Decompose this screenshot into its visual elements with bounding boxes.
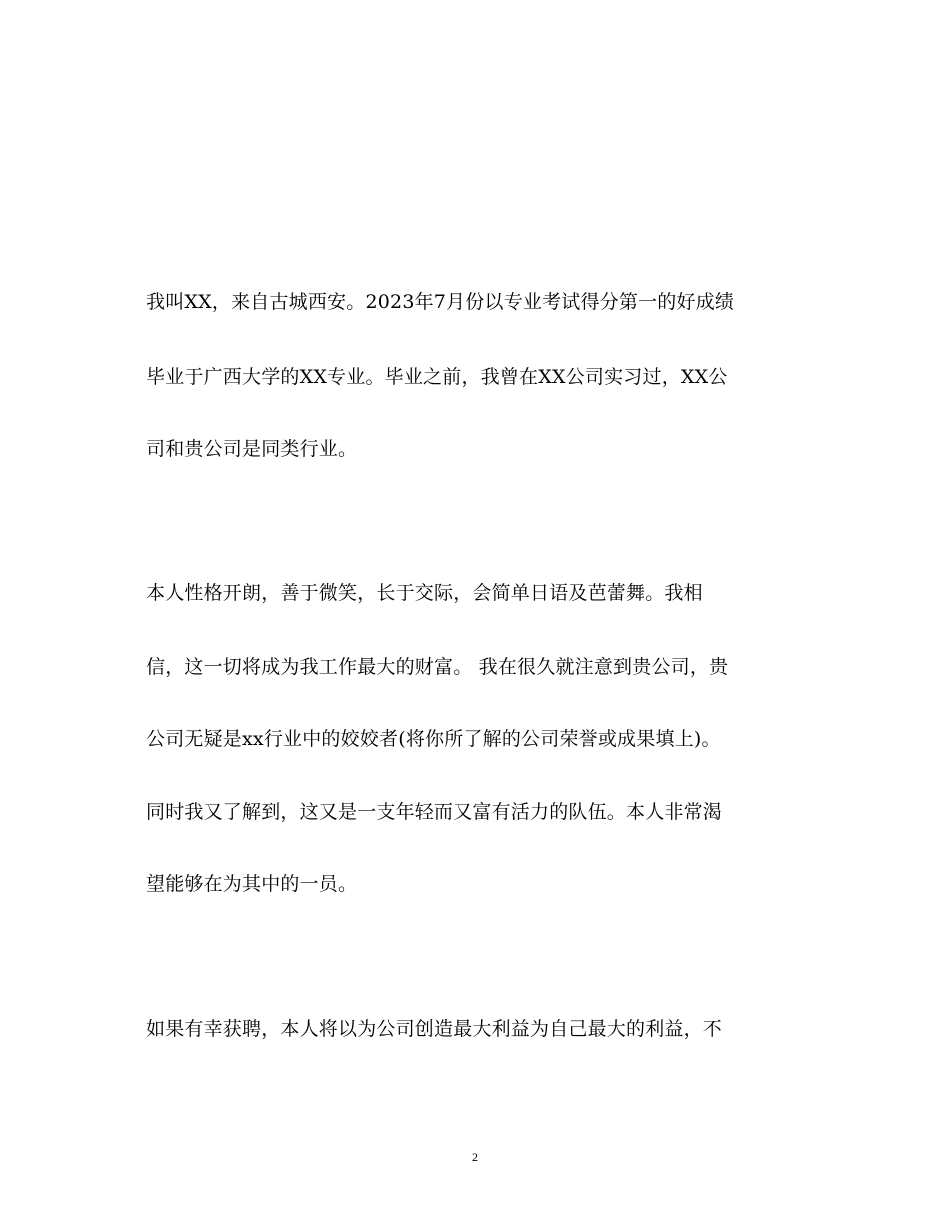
page-number: 2 [472, 1150, 478, 1164]
paragraph-line: 望能够在为其中的一员。 [146, 873, 358, 895]
paragraph-line: 如果有幸获聘，本人将以为公司创造最大利益为自己最大的利益，不 [146, 1018, 723, 1040]
paragraph-line: 我叫XX，来自古城西安。2023年7月份以专业考试得分第一的好成绩 [146, 291, 735, 313]
paragraph-line: 毕业于广西大学的XX专业。毕业之前，我曾在XX公司实习过，XX公 [146, 366, 728, 388]
paragraph-line: 公司无疑是xx行业中的姣姣者(将你所了解的公司荣誉或成果填上)。 [146, 728, 721, 750]
paragraph-line: 司和贵公司是同类行业。 [146, 438, 358, 460]
paragraph-line: 信，这一切将成为我工作最大的财富。 我在很久就注意到贵公司，贵 [146, 656, 729, 678]
paragraph-line: 同时我又了解到，这又是一支年轻而又富有活力的队伍。本人非常渴 [146, 801, 723, 823]
paragraph-line: 本人性格开朗，善于微笑，长于交际，会简单日语及芭蕾舞。我相 [146, 582, 703, 604]
